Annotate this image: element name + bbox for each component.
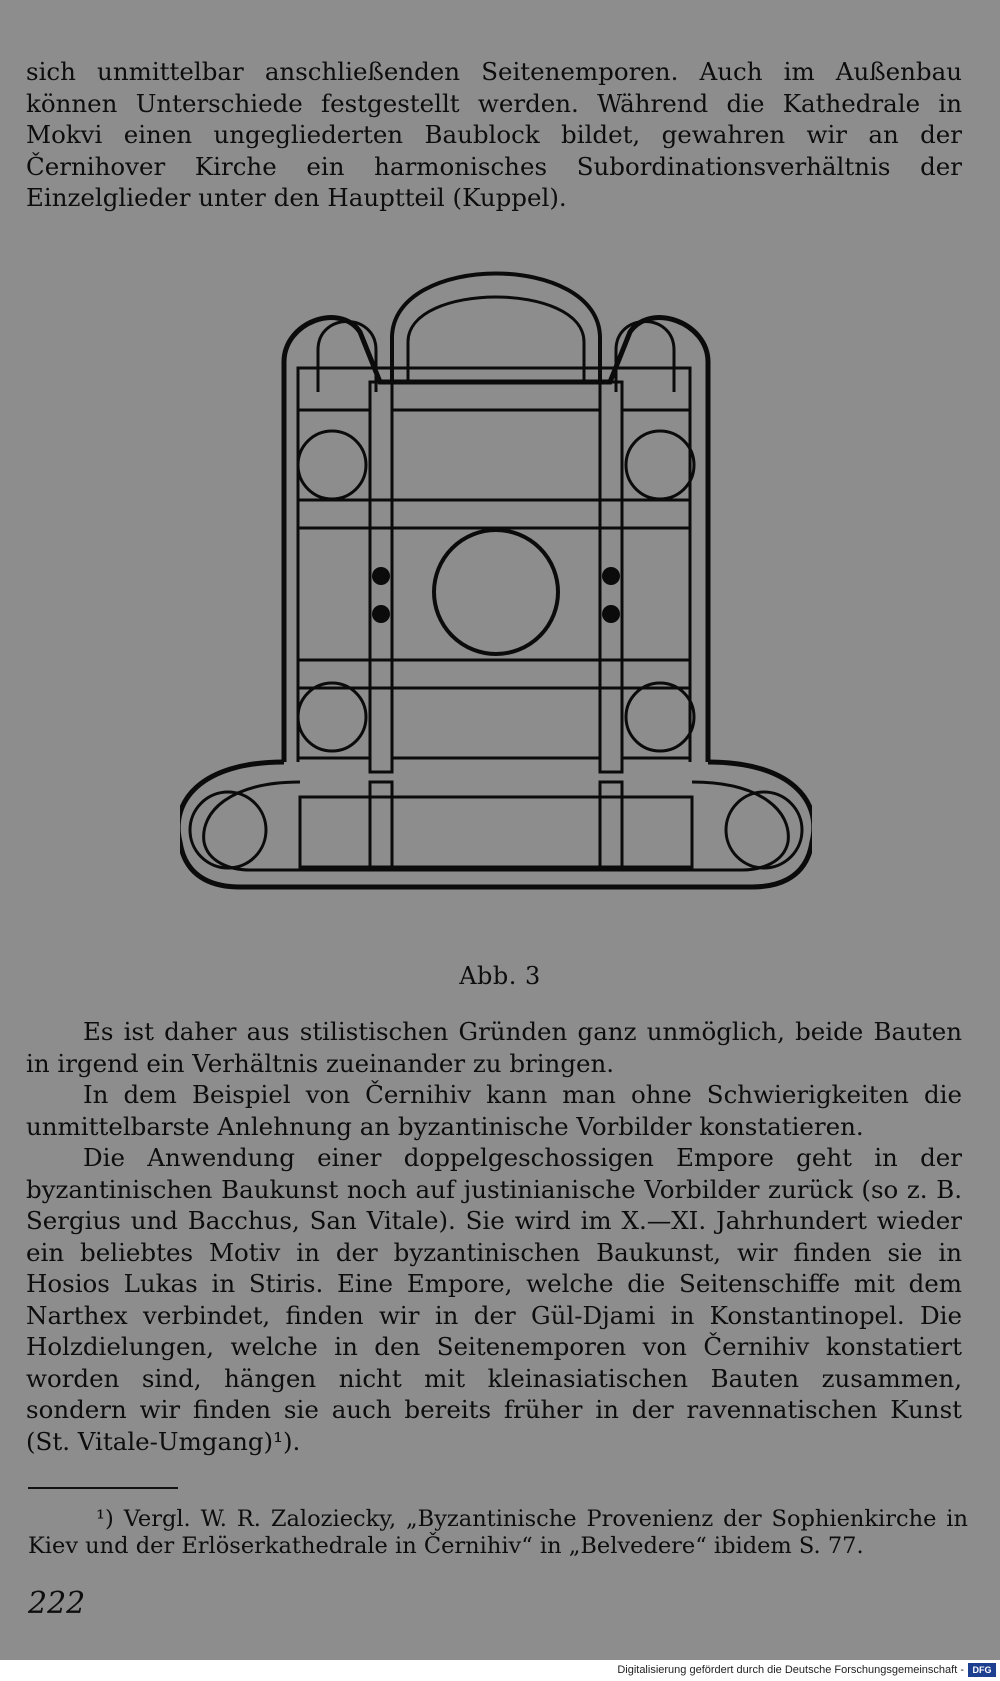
paragraph: Es ist daher aus stilistischen Gründen ganz unmöglich, beide Bauten in irgend ein Verhältnis zueinander zu bringen. <box>26 1017 962 1078</box>
paragraph: Die Anwendung einer doppelgeschossigen Empore geht in der byzantinischen Baukunst noch auf justinianische Vorbilder zurück (so z. B. Sergius und Bacchus, San Vitale). Sie wird im X.—XI. Jahrhundert wieder ein beliebtes Motiv in der byzantinischen Baukunst, wir finden sie in Hosios Lukas in Stiris. Eine Empore, welche die Seitenschiffe mit dem Narthex verbindet, finden wir in der Gül-Djami in Konstantinopel. Die Holzdielungen, welche in den Seitenemporen von Černihiv konstatiert worden sind, hängen nicht mit kleinasiatischen Bauten zusammen, sondern wir finden sie auch bereits früher in der ravennatischen Kunst (St. Vitale-Umgang)¹). <box>26 1143 962 1456</box>
church-floor-plan <box>180 242 812 950</box>
footnote <box>28 1506 968 1560</box>
credit-bar <box>0 1660 1000 1681</box>
dfg-logo: DFG <box>968 1663 996 1677</box>
body-text <box>26 1016 962 1457</box>
intro-text: sich unmittelbar anschließenden Seitenemporen. Auch im Außenbau können Unterschiede festgestellt werden. Während die Kathedrale in Mokvi einen ungegliederten Baublock bildet, gewahren wir an der Černihover Kirche ein harmonisches Subordinationsverhältnis der Einzelglieder unter den Hauptteil (Kuppel). <box>26 57 962 212</box>
intro-paragraph <box>26 56 962 214</box>
paragraph: In dem Beispiel von Černihiv kann man ohne Schwierigkeiten die unmittelbarste Anlehnung an byzantinische Vorbilder konstatieren. <box>26 1080 962 1141</box>
page-number: 222 <box>28 1586 86 1621</box>
footnote-separator <box>28 1487 178 1489</box>
footnote-text: ¹) Vergl. W. R. Zaloziecky, „Byzantinische Provenienz der Sophienkirche in Kiev und der Erlöserkathedrale in Černihiv“ in „Belvedere“ ibidem S. 77. <box>28 1506 968 1559</box>
credit-text: Digitalisierung gefördert durch die Deutsche Forschungsgemeinschaft - <box>617 1664 964 1676</box>
figure-caption: Abb. 3 <box>459 962 541 990</box>
